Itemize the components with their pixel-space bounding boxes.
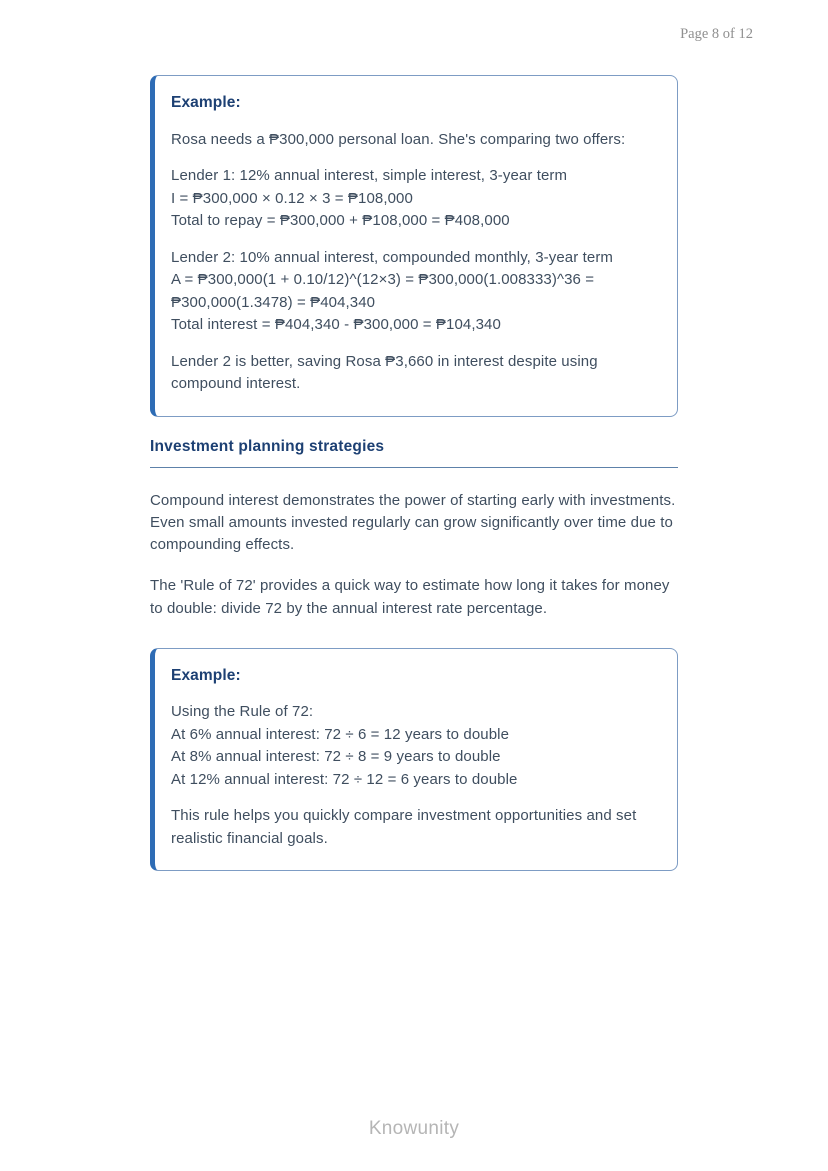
example-paragraph-rule72 [171,701,657,791]
text-line: At 8% annual interest: 72 ÷ 8 = 9 years to double [171,748,501,766]
text-line: Rosa needs a ₱300,000 personal loan. She's comparing two offers: [171,130,626,148]
text-line: Using the Rule of 72: [171,703,314,721]
example-paragraph-conclusion [171,805,657,850]
text-line: At 12% annual interest: 72 ÷ 12 = 6 years to double [171,770,518,788]
example-paragraph-conclusion [171,351,657,396]
document-content [150,75,678,871]
example-label: Example: [171,666,241,684]
text-line: At 6% annual interest: 72 ÷ 6 = 12 years to double [171,725,510,743]
knowunity-brand-logo: Knowunity [368,1118,460,1139]
text-line: This rule helps you quickly compare investment opportunities and set realistic financial goals. [171,807,637,847]
example-paragraph [171,129,657,152]
example-label: Example: [171,94,241,111]
example-paragraph-lender1 [171,165,657,233]
text-line: A = ₱300,000(1 + 0.10/12)^(12×3) = ₱300,000(1.008333)^36 = ₱300,000(1.3478) = ₱404,340 [171,271,595,311]
text-line: Total interest = ₱404,340 - ₱300,000 = ₱104,340 [171,316,501,333]
text-line: Lender 1: 12% annual interest, simple interest, 3-year term [171,167,568,184]
example-box-loan-comparison [150,75,678,417]
text-line: Lender 2: 10% annual interest, compounded monthly, 3-year term [171,248,614,266]
example-box-rule-of-72 [150,648,678,872]
body-paragraph: The 'Rule of 72' provides a quick way to estimate how long it takes for money to double: divide 72 by the annual interest rate percentage. [150,577,670,617]
text-line: Lender 2 is better, saving Rosa ₱3,660 in interest despite using compound interest. [171,352,598,392]
body-paragraph: Compound interest demonstrates the power of starting early with investments. Even small amounts invested regularly can grow significantly over time due to compounding effects. [150,491,676,554]
example-paragraph-lender2 [171,247,657,337]
text-line: I = ₱300,000 × 0.12 × 3 = ₱108,000 [171,189,413,207]
page-number: Page 8 of 12 [680,26,753,42]
section-heading: Investment planning strategies [150,437,385,455]
text-line: Total to repay = ₱300,000 + ₱108,000 = ₱408,000 [171,212,510,229]
